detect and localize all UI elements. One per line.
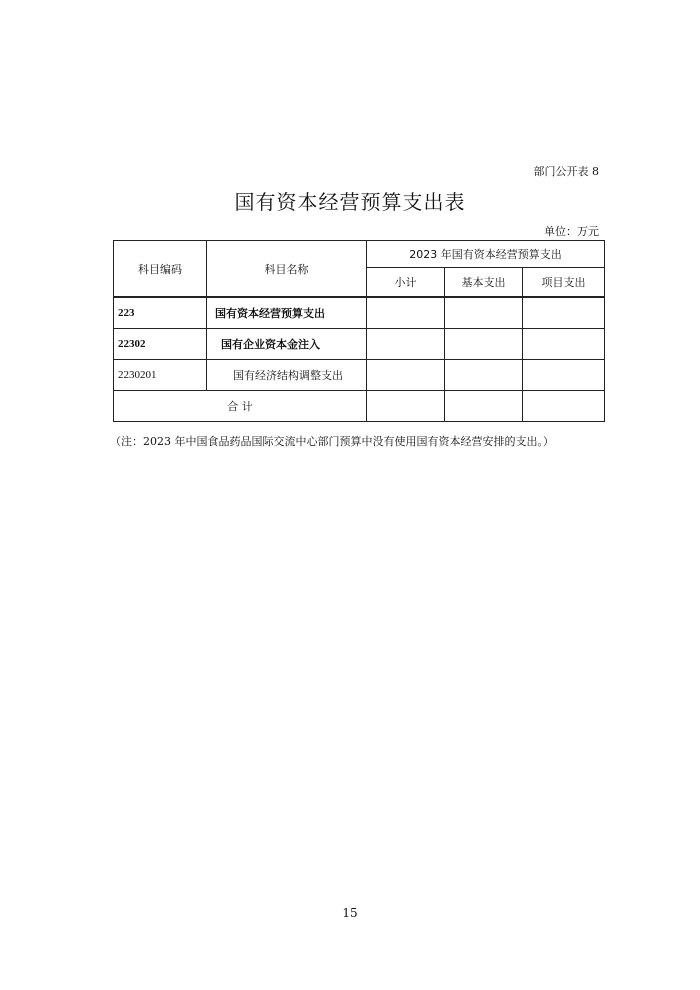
column-header-code: 科目编码 xyxy=(114,241,207,298)
row-project xyxy=(523,297,605,329)
row-code: 22302 xyxy=(114,329,207,360)
row-name: 国有资本经营预算支出 xyxy=(207,297,367,329)
column-header-name: 科目名称 xyxy=(207,241,367,298)
row-basic xyxy=(445,360,523,391)
table-row xyxy=(114,360,605,391)
table-header-row xyxy=(114,241,605,268)
column-header-basic: 基本支出 xyxy=(445,268,523,298)
column-group-header: 2023 年国有资本经营预算支出 xyxy=(367,241,605,268)
row-subtotal xyxy=(367,297,445,329)
page-number: 15 xyxy=(342,906,358,920)
footnote: （注：2023 年中国食品药品国际交流中心部门预算中没有使用国有资本经营安排的支出。） xyxy=(110,435,554,448)
row-code: 223 xyxy=(114,297,207,329)
table-row xyxy=(114,297,605,329)
unit-label: 单位：万元 xyxy=(544,225,599,238)
page-label: 部门公开表 8 xyxy=(533,165,599,178)
table-row xyxy=(114,329,605,360)
row-subtotal xyxy=(367,329,445,360)
row-name: 国有经济结构调整支出 xyxy=(207,360,367,391)
page-title: 国有资本经营预算支出表 xyxy=(234,190,466,214)
row-project xyxy=(523,329,605,360)
row-code: 2230201 xyxy=(114,360,207,391)
row-basic xyxy=(445,297,523,329)
row-name: 国有企业资本金注入 xyxy=(207,329,367,360)
row-basic xyxy=(445,329,523,360)
column-header-subtotal: 小计 xyxy=(367,268,445,298)
total-label: 合 计 xyxy=(114,391,367,422)
total-row xyxy=(114,391,605,422)
row-project xyxy=(523,360,605,391)
row-subtotal xyxy=(367,360,445,391)
total-basic xyxy=(445,391,523,422)
column-header-project: 项目支出 xyxy=(523,268,605,298)
total-subtotal xyxy=(367,391,445,422)
budget-table xyxy=(113,240,605,422)
total-project xyxy=(523,391,605,422)
